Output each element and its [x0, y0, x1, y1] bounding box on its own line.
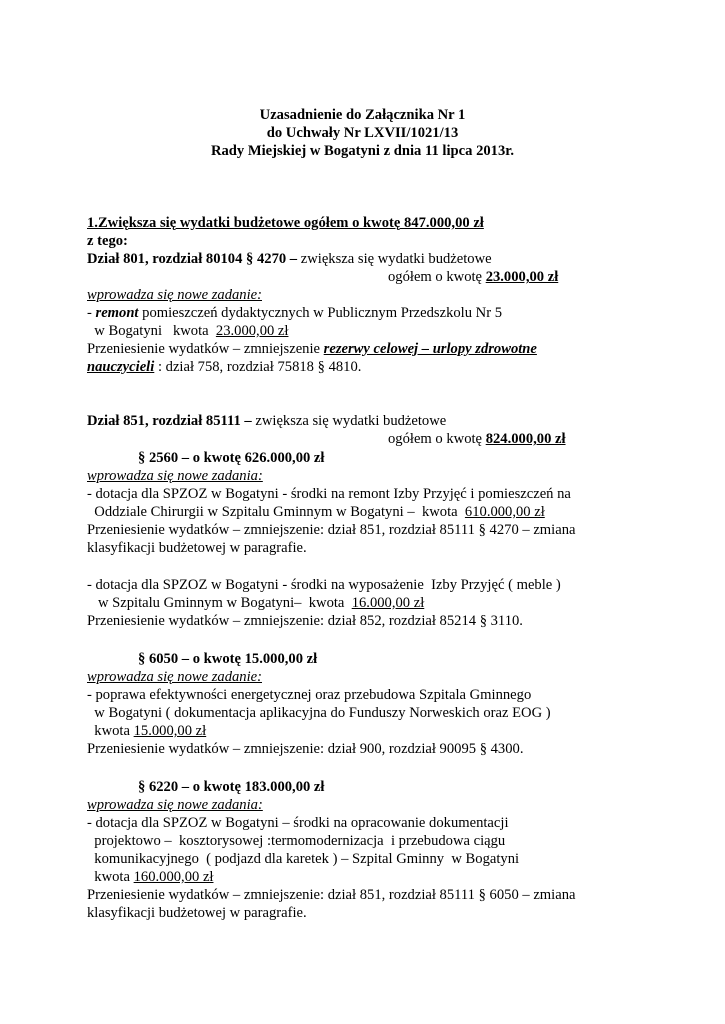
b1-line-3: kwota 15.000,00 zł — [87, 723, 207, 739]
a1-transfer-2: klasyfikacji budżetowej w paragrafie. — [87, 540, 307, 556]
paragraph-6050: § 6050 – o kwotę 15.000,00 zł — [138, 651, 318, 667]
a1-line-1: - dotacja dla SPZOZ w Bogatyni - środki na remont Izby Przyjęć i pomieszczeń na — [87, 486, 571, 502]
a1-transfer-1: Przeniesienie wydatków – zmniejszenie: dział 851, rozdział 85111 § 4270 – zmiana — [87, 522, 576, 538]
a1-line-2: Oddziale Chirurgii w Szpitalu Gminnym w Bogatyni – kwota 610.000,00 zł — [87, 504, 545, 520]
paragraph-2560: § 2560 – o kwotę 626.000,00 zł — [138, 450, 325, 466]
a2-line-2: w Szpitalu Gminnym w Bogatyni– kwota 16.000,00 zł — [87, 595, 425, 611]
remont-item-line-2: w Bogatyni kwota 23.000,00 zł — [87, 323, 289, 339]
dzial-851-total: ogółem o kwotę 824.000,00 zł — [388, 431, 566, 447]
a2-transfer-1: Przeniesienie wydatków – zmniejszenie: dział 852, rozdział 85214 § 3110. — [87, 613, 523, 629]
c1-line-2: projektowo – kosztorysowej :termomodernizacja i przebudowa ciągu — [87, 833, 506, 849]
b1-transfer-1: Przeniesienie wydatków – zmniejszenie: dział 900, rozdział 90095 § 4300. — [87, 741, 524, 757]
remont-item-line-1: - remont pomieszczeń dydaktycznych w Publicznym Przedszkolu Nr 5 — [87, 305, 503, 321]
c1-line-4: kwota 160.000,00 zł — [87, 869, 214, 885]
new-tasks-label-c: wprowadza się nowe zadania: — [87, 797, 263, 813]
c1-transfer-1: Przeniesienie wydatków – zmniejszenie: dział 851, rozdział 85111 § 6050 – zmiana — [87, 887, 576, 903]
header-line-3: Rady Miejskiej w Bogatyni z dnia 11 lipca 2013r. — [210, 143, 515, 159]
z-tego-label: z tego: — [87, 233, 128, 249]
section-1-title: 1.Zwiększa się wydatki budżetowe ogółem o kwotę 847.000,00 zł — [87, 215, 484, 231]
dzial-801-line: Dział 801, rozdział 80104 § 4270 – zwiększa się wydatki budżetowe — [87, 251, 492, 267]
dzial-851-line: Dział 851, rozdział 85111 – zwiększa się wydatki budżetowe — [87, 413, 447, 429]
transfer-line-1: Przeniesienie wydatków – zmniejszenie rezerwy celowej – urlopy zdrowotne — [87, 341, 537, 357]
b1-line-1: - poprawa efektywności energetycznej oraz przebudowa Szpitala Gminnego — [87, 687, 532, 703]
new-task-label: wprowadza się nowe zadanie: — [87, 287, 262, 303]
new-tasks-label-a: wprowadza się nowe zadania: — [87, 468, 263, 484]
dzial-801-total: ogółem o kwotę 23.000,00 zł — [388, 269, 559, 285]
c1-line-3: komunikacyjnego ( podjazd dla karetek ) – Szpital Gminny w Bogatyni — [87, 851, 520, 867]
header-line-1: Uzasadnienie do Załącznika Nr 1 — [259, 107, 466, 123]
header-line-2: do Uchwały Nr LXVII/1021/13 — [266, 125, 459, 141]
b1-line-2: w Bogatyni ( dokumentacja aplikacyjna do Funduszy Norweskich oraz EOG ) — [87, 705, 551, 721]
transfer-line-2: nauczycieli : dział 758, rozdział 75818 § 4810. — [87, 359, 362, 375]
a2-line-1: - dotacja dla SPZOZ w Bogatyni - środki na wyposażenie Izby Przyjęć ( meble ) — [87, 577, 561, 593]
c1-line-1: - dotacja dla SPZOZ w Bogatyni – środki na opracowanie dokumentacji — [87, 815, 509, 831]
c1-transfer-2: klasyfikacji budżetowej w paragrafie. — [87, 905, 307, 921]
new-task-label-b: wprowadza się nowe zadanie: — [87, 669, 262, 685]
paragraph-6220: § 6220 – o kwotę 183.000,00 zł — [138, 779, 325, 795]
